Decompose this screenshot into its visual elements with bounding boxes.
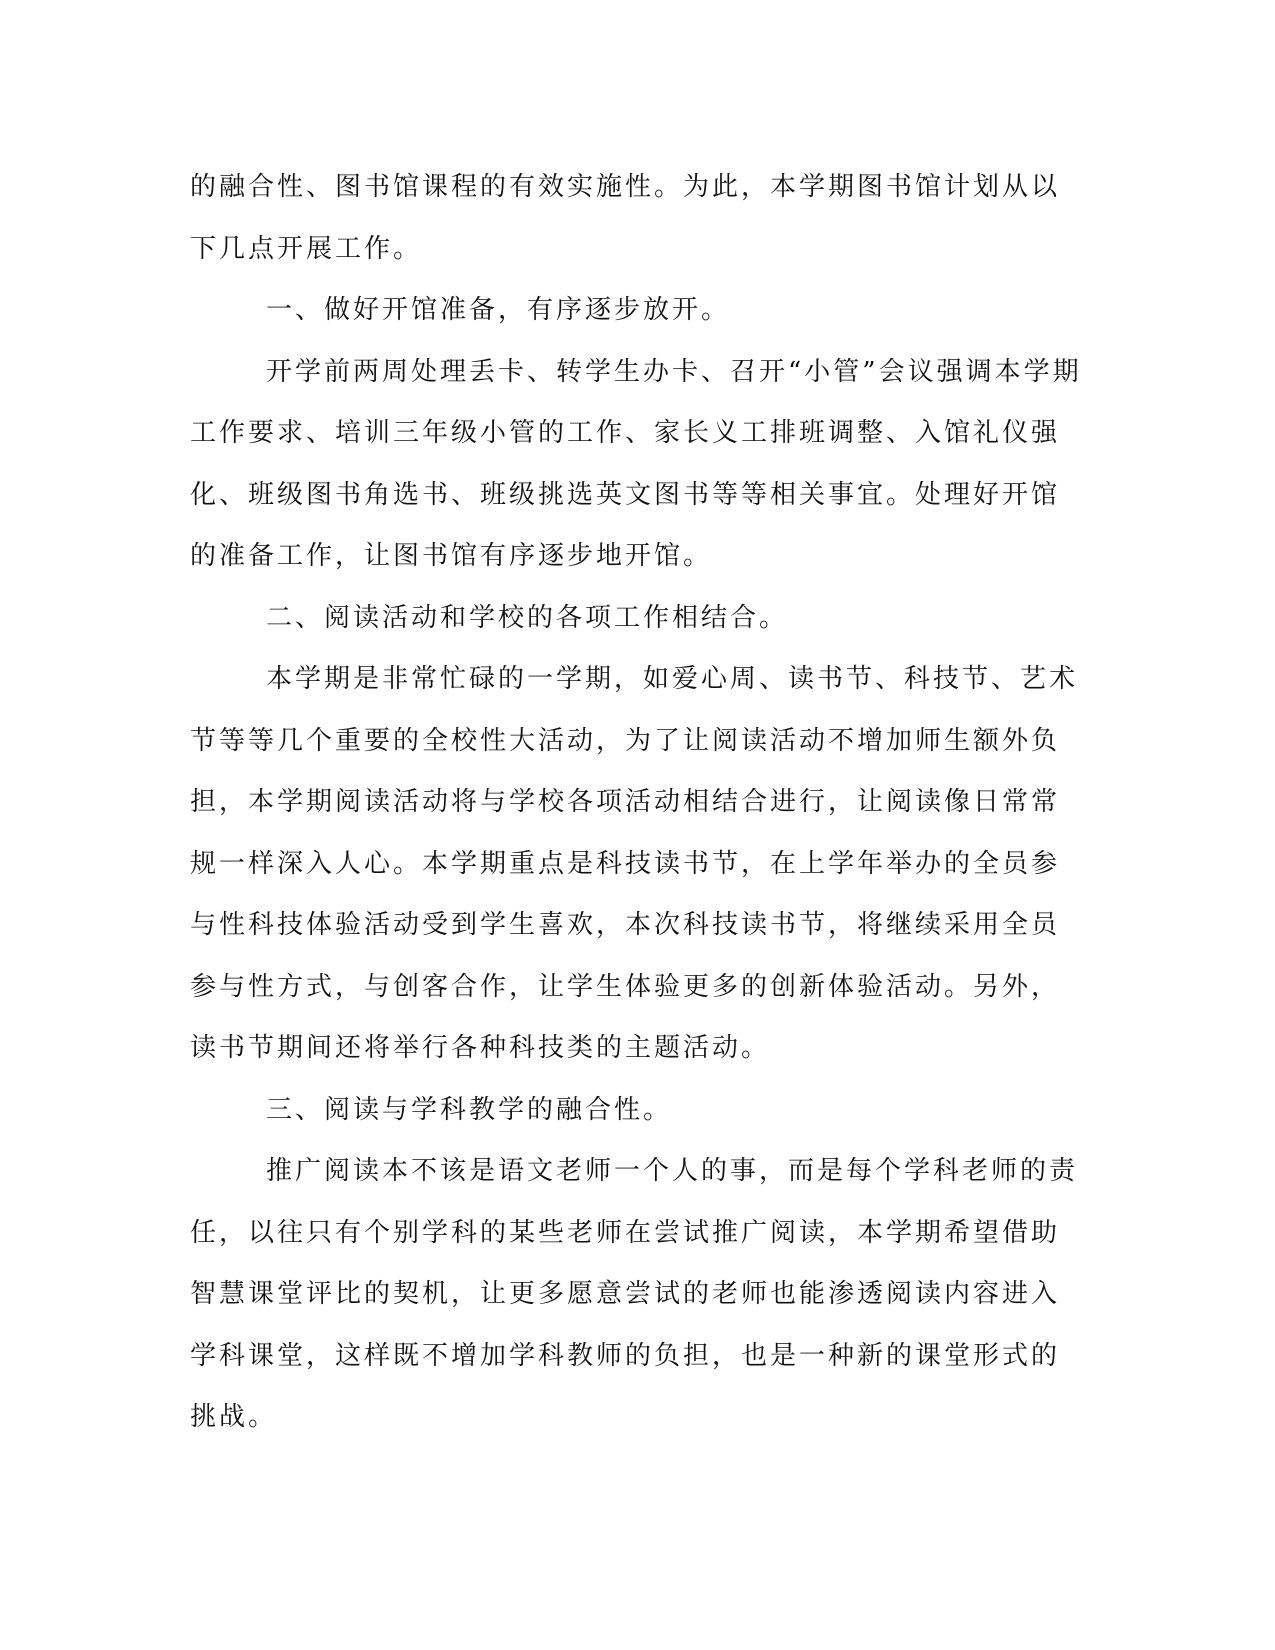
text-line: 开学前两周处理丢卡、转学生办卡、召开“小管”会议强调本学期: [266, 356, 1082, 387]
text-line: 任，以往只有个别学科的某些老师在尝试推广阅读，本学期希望借助: [190, 1217, 1061, 1248]
paragraph-opening-prep: [190, 342, 1082, 588]
document-body: [190, 157, 1082, 1449]
text-line: 担，本学期阅读活动将与学校各项活动相结合进行，让阅读像日常常: [190, 787, 1061, 817]
text-line: 化、班级图书角选书、班级挑选英文图书等等相关事宜。处理好开馆: [190, 479, 1061, 510]
heading-line: 二、阅读活动和学校的各项工作相结合。: [266, 602, 789, 633]
section-heading-3: [190, 1080, 1075, 1142]
text-line: 挑战。: [190, 1402, 278, 1432]
section-heading-2: [190, 588, 1075, 650]
text-line: 学科课堂，这样既不增加学科教师的负担，也是一种新的课堂形式的: [190, 1340, 1061, 1371]
paragraph-subject-integration: [190, 1141, 1079, 1449]
text-line: 的融合性、图书馆课程的有效实施性。为此，本学期图书馆计划从以: [190, 172, 1061, 202]
text-line: 读书节期间还将举行各种科技类的主题活动。: [190, 1033, 771, 1063]
text-line: 的准备工作，让图书馆有序逐步地开馆。: [190, 541, 713, 571]
section-heading-1: [190, 280, 1075, 342]
text-line: 下几点开展工作。: [190, 233, 423, 264]
text-line: 本学期是非常忙碌的一学期，如爱心周、读书节、科技节、艺术: [266, 664, 1079, 694]
heading-line: 一、做好开馆准备，有序逐步放开。: [266, 295, 731, 325]
text-line: 智慧课堂评比的契机，让更多愿意尝试的老师也能渗透阅读内容进入: [190, 1279, 1061, 1309]
heading-line: 三、阅读与学科教学的融合性。: [266, 1094, 673, 1125]
text-line: 参与性方式，与创客合作，让学生体验更多的创新体验活动。另外，: [190, 971, 1061, 1002]
text-line: 推广阅读本不该是语文老师一个人的事，而是每个学科老师的责: [266, 1156, 1079, 1186]
text-line: 工作要求、培训三年级小管的工作、家长义工排班调整、入馆礼仪强: [190, 418, 1061, 448]
text-line: 节等等几个重要的全校性大活动，为了让阅读活动不增加师生额外负: [190, 725, 1061, 756]
text-line: 规一样深入人心。本学期重点是科技读书节，在上学年举办的全员参: [190, 848, 1061, 879]
text-line: 与性科技体验活动受到学生喜欢，本次科技读书节，将继续采用全员: [190, 910, 1061, 940]
paragraph-intro-continuation: [190, 157, 1075, 280]
paragraph-reading-activities: [190, 649, 1079, 1080]
